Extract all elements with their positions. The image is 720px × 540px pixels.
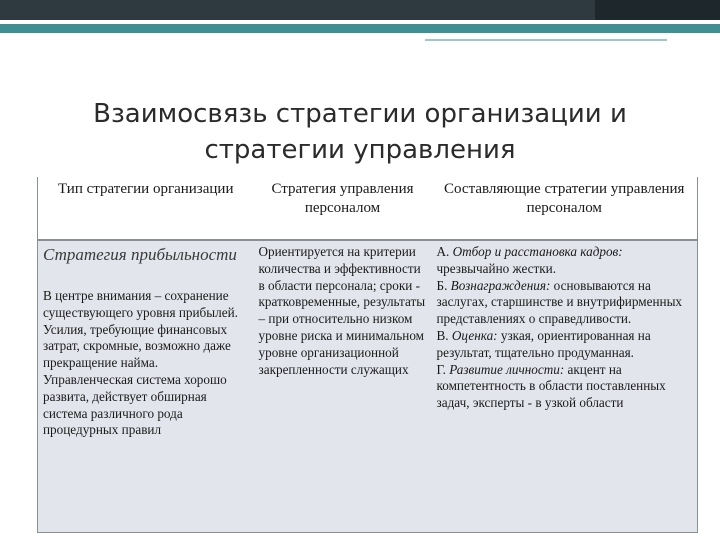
component-selection bbox=[437, 244, 623, 276]
top-bar bbox=[0, 0, 720, 20]
component-label: Вознаграждения: bbox=[450, 277, 551, 293]
component-prefix: А. bbox=[436, 244, 453, 259]
component-label: Отбор и расстановка кадров: bbox=[452, 244, 623, 259]
component-text: чрезвычайно жестки. bbox=[436, 260, 557, 276]
component-text: акцент на компетентность в области поставленных задач, эксперты - в узкой области bbox=[436, 361, 666, 411]
component-rewards bbox=[437, 278, 683, 327]
component-label: Развитие личности: bbox=[449, 361, 565, 377]
cell-components bbox=[432, 240, 698, 533]
strategy-description: В центре внимания – сохранение существующего уровня прибылей. Усилия, требующие финансовых затрат, скромные, возможно даже прекращение найма. Управленческая система хорошо развита, действует обширная система различного рода процедурных правил bbox=[43, 288, 238, 438]
hr-strategy-text: Ориентируется на критерии количества и эффективности в области персонала; сроки - кратковременные, результаты – при относительно низком уровне риска и минимальном уровне организационной закрепленности служащих bbox=[258, 244, 426, 377]
table-header-row bbox=[38, 177, 698, 240]
header-hr-strategy: Стратегия управления персоналом bbox=[254, 177, 432, 240]
component-prefix: Б. bbox=[436, 277, 451, 293]
cell-org-type bbox=[38, 240, 254, 533]
component-text: основываются на заслугах, старшинстве и внутрифирменных представлениях о справедливости. bbox=[436, 277, 683, 327]
cell-hr-strategy bbox=[254, 240, 432, 533]
strategy-name: Стратегия прибыльности bbox=[43, 245, 237, 264]
slide-title-line1: Взаимосвязь стратегии организации и bbox=[93, 99, 627, 129]
strategy-table bbox=[37, 177, 698, 533]
slide-title-line2: стратегии управления bbox=[204, 135, 516, 165]
component-prefix: Г. bbox=[436, 361, 450, 377]
component-text: узкая, ориентированная на результат, тщательно продуманная. bbox=[436, 327, 651, 360]
slide-title bbox=[0, 96, 720, 168]
table-row bbox=[38, 240, 698, 533]
accent-stripe bbox=[0, 24, 720, 33]
header-org-type: Тип стратегии организации bbox=[38, 177, 254, 240]
component-evaluation bbox=[437, 328, 651, 360]
component-prefix: В. bbox=[436, 327, 452, 343]
top-bar-accent bbox=[595, 0, 720, 20]
accent-thin-stripe bbox=[425, 39, 667, 41]
header-components: Составляющие стратегии управления персоналом bbox=[432, 177, 698, 240]
component-development bbox=[437, 362, 666, 411]
component-label: Оценка: bbox=[451, 327, 498, 343]
